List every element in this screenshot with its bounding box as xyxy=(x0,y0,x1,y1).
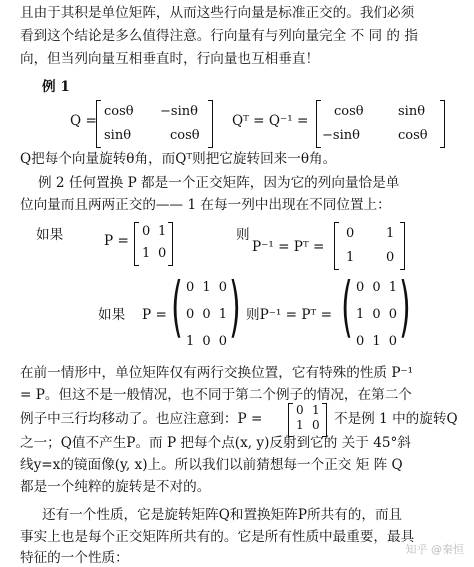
matrix-row: 1 0 0 xyxy=(186,334,230,349)
text-line: 不是例 1 中的旋转Q xyxy=(334,411,458,427)
text-line: Q把每个向量旋转θ角，而Qᵀ则把它旋转回来一θ角。 xyxy=(20,151,337,167)
matrix-cell: −sinθ xyxy=(160,104,198,119)
matrix-cell: 1 xyxy=(296,418,304,432)
matrix-cell: 0 xyxy=(296,403,304,417)
text-line: 例子中三行均移动了。也应注意到：P = xyxy=(20,411,263,427)
left-bracket xyxy=(334,222,339,270)
text-line: 位向量而且两两正交的—— 1 在每一列中出现在不同位置上： xyxy=(20,197,391,213)
right-bracket xyxy=(400,222,405,270)
matrix-cell: 1 xyxy=(158,224,167,239)
right-bracket xyxy=(322,403,327,437)
equation-lhs: P⁻¹ = Pᵀ = xyxy=(252,239,325,255)
right-bracket xyxy=(440,100,445,148)
matrix-row: 0 0 1 xyxy=(356,280,400,295)
matrix-cell: 1 xyxy=(142,246,151,261)
equation-lhs: P = xyxy=(142,307,167,323)
matrix-cell: 0 xyxy=(312,418,320,432)
text-line: 线y=x的镜面像(y, x)上。所以我们以前猜想每一个正交 矩 阵 Q xyxy=(20,457,403,473)
text-line: = P。但这不是一般情况，也不同于第二个例子的情况，在第二个 xyxy=(20,387,412,403)
matrix-cell: cosθ xyxy=(334,104,364,119)
matrix-cell: cosθ xyxy=(398,128,428,143)
text-line: 事实上也是每个正交矩阵所共有的。它是所有性质中最重要，最具 xyxy=(20,529,415,545)
left-bracket xyxy=(96,100,101,148)
text-line: 向，但当列向量互相垂直时，行向量也互相垂直！ xyxy=(20,51,320,67)
text-label: 如果 xyxy=(98,307,126,323)
matrix-cell: 1 xyxy=(346,250,355,265)
left-bracket xyxy=(134,222,139,266)
left-paren: ( xyxy=(341,268,353,345)
matrix-cell: sinθ xyxy=(104,128,132,143)
text-line: 例 2 任何置换 P 都是一个正交矩阵，因为它的列向量恰是单 xyxy=(38,175,400,191)
matrix-cell: cosθ xyxy=(170,128,200,143)
matrix-cell: 0 xyxy=(142,224,151,239)
right-bracket xyxy=(208,100,213,148)
matrix-cell: sinθ xyxy=(398,104,426,119)
matrix-cell: 0 xyxy=(386,250,395,265)
example-label: 例 1 xyxy=(42,79,70,95)
right-paren: ) xyxy=(229,268,241,345)
matrix-cell: 0 xyxy=(346,226,355,241)
text-line: 特征的一个性质： xyxy=(20,550,129,566)
right-paren: ) xyxy=(399,268,411,345)
text-line: 之一；Q值不产生P。而 P 把每个点(x, y)反射到它的 关于 45°斜 xyxy=(20,435,411,451)
equation-lhs: 则P⁻¹ = Pᵀ = xyxy=(246,307,332,323)
left-bracket xyxy=(316,100,321,148)
right-bracket xyxy=(168,222,173,266)
text-line: 都是一个纯粹的旋转是不对的。 xyxy=(20,479,211,495)
left-paren: ( xyxy=(171,268,183,345)
matrix-row: 0 1 0 xyxy=(356,334,400,349)
matrix-row: 1 0 0 xyxy=(356,307,400,322)
text-label: 则 xyxy=(236,227,250,243)
equation-lhs: Qᵀ = Q⁻¹ = xyxy=(232,113,309,129)
text-line: 看到这个结论是多么值得注意。行向量有与列向量完全 不 同 的 指 xyxy=(20,28,418,44)
matrix-cell: 1 xyxy=(312,403,320,417)
matrix-cell: −sinθ xyxy=(322,128,360,143)
left-bracket xyxy=(288,403,293,437)
equation-lhs: Q = xyxy=(70,113,97,129)
watermark: 知乎 @秦恒 xyxy=(405,543,464,556)
equation-lhs: P = xyxy=(104,233,129,249)
matrix-cell: 1 xyxy=(386,226,395,241)
matrix-row: 0 0 1 xyxy=(186,307,230,322)
text-line: 在前一情形中，单位矩阵仅有两行交换位置，它有特殊的性质 P⁻¹ xyxy=(20,365,414,381)
text-label: 如果 xyxy=(36,227,64,243)
matrix-cell: 0 xyxy=(158,246,167,261)
text-line: 还有一个性质，它是旋转矩阵Q和置换矩阵P所共有的，而且 xyxy=(42,507,403,523)
matrix-cell: cosθ xyxy=(104,104,134,119)
text-line: 且由于其积是单位矩阵，从而这些行向量是标准正交的。我们必须 xyxy=(20,5,415,21)
matrix-row: 0 1 0 xyxy=(186,280,230,295)
